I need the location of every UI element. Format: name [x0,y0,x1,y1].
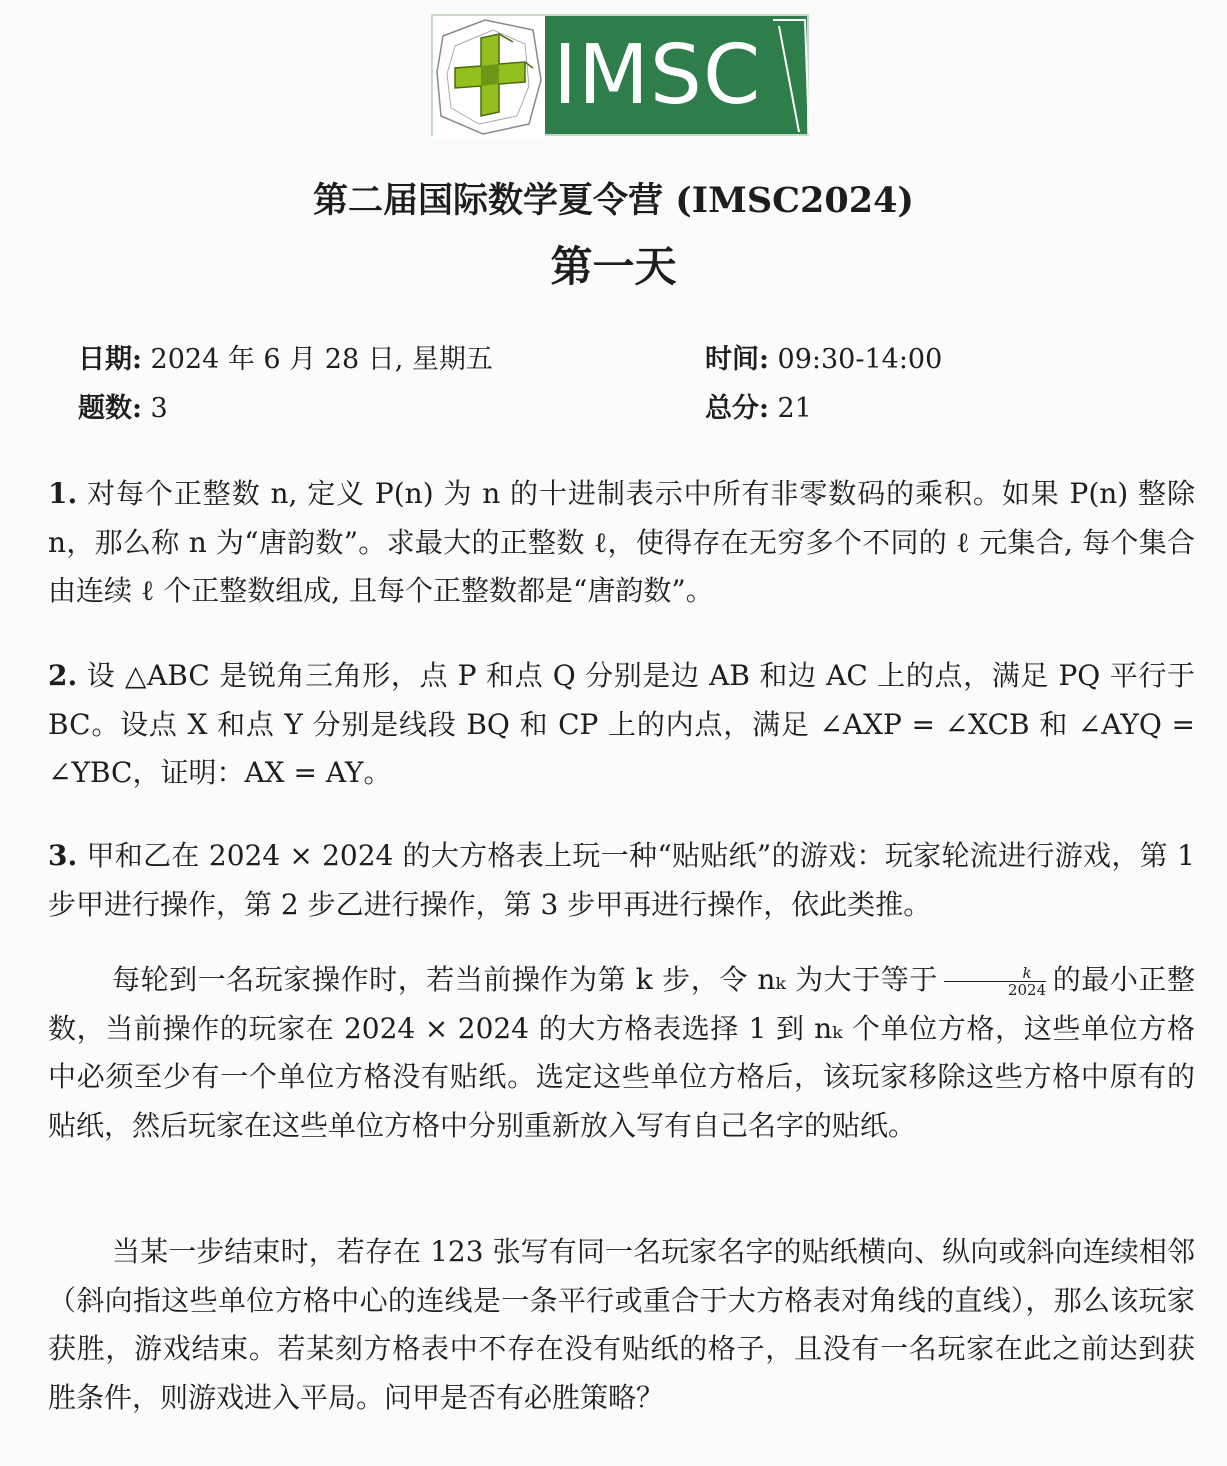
time-label: 时间: [705,344,769,375]
problem-2 [48,652,1195,798]
total-score-label: 总分: [705,393,769,424]
watermark-overlay [878,1400,1200,1440]
problem-count-label: 题数: [78,393,142,424]
problem-3-paragraph-3 [48,1228,1195,1422]
total-score-line [705,389,812,429]
imsc-logo [431,14,809,136]
logo-wordmark: IMSC [553,28,762,123]
problem-3-p2-end: 的最小正整数，当前操作的玩家在 2024 × 2024 的大方格表选择 1 到 nₖ 个单位方格，这些单位方格中必须至少有一个单位方格没有贴纸。选定这些单位方格后，该玩家移除这些方格中原有的贴纸，然后玩家在这些单位方格中分别重新放入写有自己名字的贴纸。 [48,963,1195,1142]
problem-3-p3-text: 当某一步结束时，若存在 123 张写有同一名玩家名字的贴纸横向、纵向或斜向连续相邻（斜向指这些单位方格中心的连线是一条平行或重合于大方格表对角线的直线），那么该玩家获胜，游戏结束。若某刻方格表中不存在没有贴纸的格子，且没有一名玩家在此之前达到获胜条件，则游戏进入平局。问甲是否有必胜策略？ [48,1235,1195,1414]
problem-1-number: 1. [48,477,78,510]
time-line [705,340,942,380]
problem-2-number: 2. [48,659,78,692]
date-line [78,340,493,380]
problem-3-paragraph-2 [48,956,1195,1150]
problem-count-line [78,389,168,429]
problem-count-value: 3 [141,393,168,424]
date-value: 2024 年 6 月 28 日, 星期五 [141,344,493,375]
problem-3-number: 3. [48,839,78,872]
problem-1-text: 对每个正整数 n, 定义 P(n) 为 n 的十进制表示中所有非零数码的乘积。如果 P(n) 整除 n，那么称 n 为“唐韵数”。求最大的正整数 ℓ，使得存在无穷多个不同的 ℓ 元集合, 每个集合由连续 ℓ 个正整数组成, 且每个正整数都是“唐韵数”。 [48,477,1195,607]
day-heading: 第一天 [550,242,677,291]
fraction-k-over-2024 [944,965,1046,998]
total-score-value: 21 [768,393,812,424]
fraction-numerator: k [944,965,1046,982]
time-value: 09:30-14:00 [768,344,943,375]
problem-3-text: 甲和乙在 2024 × 2024 的大方格表上玩一种“贴贴纸”的游戏：玩家轮流进行游戏，第 1 步甲进行操作，第 2 步乙进行操作，第 3 步甲再进行操作，依此类推。 [48,839,1195,921]
fraction-denominator: 2024 [1007,981,1047,999]
problem-3-p2-start: 每轮到一名玩家操作时，若当前操作为第 k 步，令 nₖ 为大于等于 [112,963,938,996]
date-label: 日期: [78,344,142,375]
problem-2-text: 设 △ABC 是锐角三角形，点 P 和点 Q 分别是边 AB 和边 AC 上的点，满足 PQ 平行于 BC。设点 X 和点 Y 分别是线段 BQ 和 CP 上的内点，满足 ∠AXP = ∠XCB 和 ∠AYQ = ∠YBC，证明：AX = AY。 [48,659,1195,789]
problem-3 [48,832,1195,929]
problem-1 [48,470,1195,616]
page-title: 第二届国际数学夏令营 (IMSC2024) [313,180,914,221]
